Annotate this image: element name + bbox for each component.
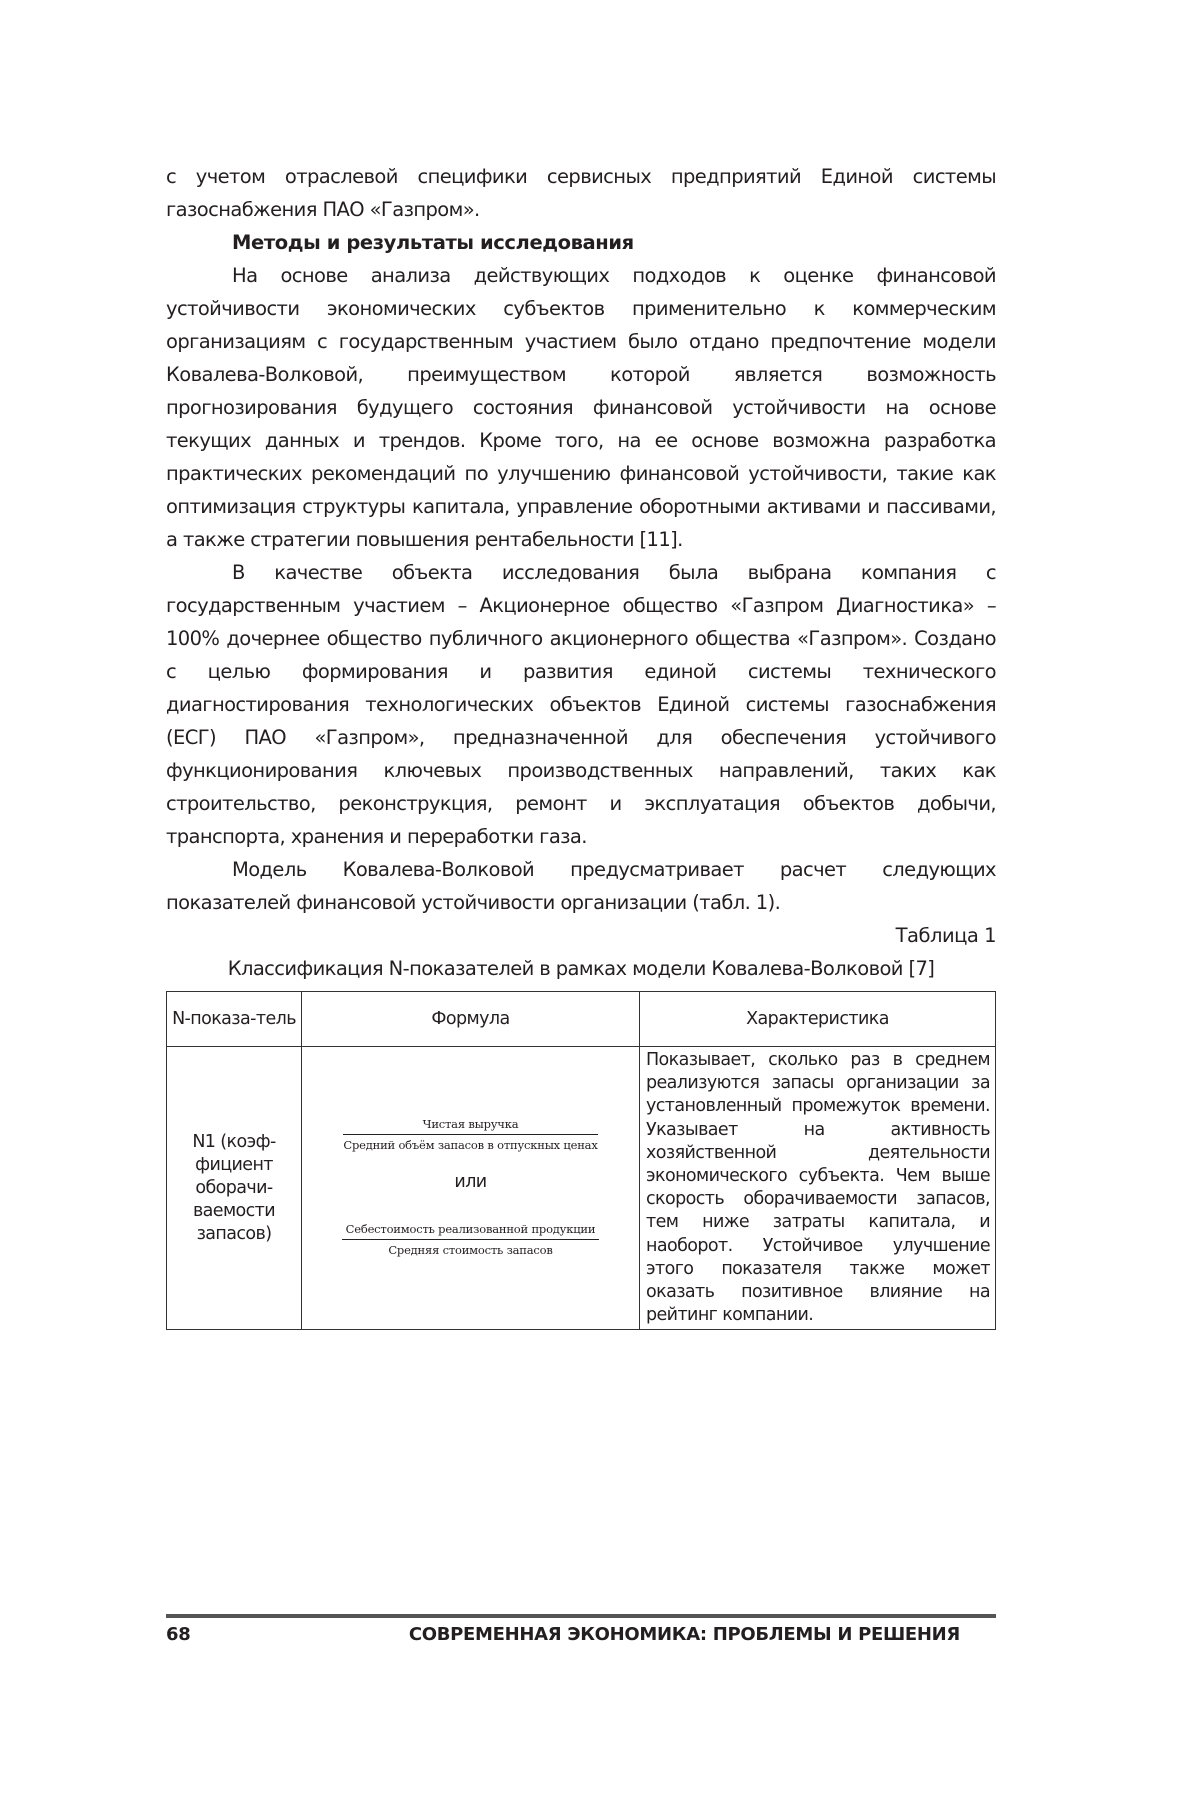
header-indicator: N-показа-тель bbox=[167, 992, 302, 1047]
table-caption: Классификация N-показателей в рамках модели Ковалева-Волковой [7] bbox=[166, 952, 996, 985]
page-body bbox=[166, 160, 996, 1330]
journal-title: СОВРЕМЕННАЯ ЭКОНОМИКА: ПРОБЛЕМЫ И РЕШЕНИЯ bbox=[409, 1624, 996, 1645]
page-footer bbox=[166, 1614, 996, 1645]
formula-2-numerator: Себестоимость реализованной продукции bbox=[342, 1222, 600, 1240]
page-number: 68 bbox=[166, 1624, 190, 1645]
section-heading: Методы и результаты исследования bbox=[166, 226, 996, 259]
paragraph: В качестве объекта исследования была выбрана компания с государственным участием – Акционерное общество «Газпром Диагностика» – 100% дочернее общество публичного акционерного общества «Газпром». Создано с целью формирования и развития единой системы технического диагностирования технологических объектов Единой системы газоснабжения (ЕСГ) ПАО «Газпром», предназначенной для обеспечения устойчивого функционирования ключевых производственных направлений, таких как строительство, реконструкция, ремонт и эксплуатация объектов добычи, транспорта, хранения и переработки газа. bbox=[166, 556, 996, 853]
classification-table bbox=[166, 991, 996, 1330]
description-cell: Показывает, сколько раз в среднем реализуются запасы организации за установленный промежуток времени. Указывает на активность хозяйственной деятельности экономического субъекта. Чем выше скорость оборачиваемости запасов, тем ниже затраты капитала, и наоборот. Устойчивое улучшение этого показателя также может оказать позитивное влияние на рейтинг компании. bbox=[640, 1047, 996, 1330]
formula-2-denominator: Средняя стоимость запасов bbox=[342, 1240, 600, 1257]
table-row bbox=[167, 1047, 996, 1330]
formula-1 bbox=[343, 1117, 597, 1152]
table-header-row bbox=[167, 992, 996, 1047]
formula-or: или bbox=[303, 1172, 638, 1192]
paragraph: На основе анализа действующих подходов к оценке финансовой устойчивости экономических субъектов применительно к коммерческим организациям с государственным участием было отдано предпочтение модели Ковалева-Волковой, преимуществом которой является возможность прогнозирования будущего состояния финансовой устойчивости на основе текущих данных и трендов. Кроме того, на ее основе возможна разработка практических рекомендаций по улучшению финансовой устойчивости, такие как оптимизация структуры капитала, управление оборотными активами и пассивами, а также стратегии повышения рентабельности [11]. bbox=[166, 259, 996, 556]
header-description: Характеристика bbox=[640, 992, 996, 1047]
header-formula: Формула bbox=[302, 992, 640, 1047]
formula-1-numerator: Чистая выручка bbox=[343, 1117, 597, 1135]
formula-2 bbox=[342, 1222, 600, 1257]
formula-cell bbox=[302, 1047, 640, 1330]
indicator-cell: N1 (коэф-фициент оборачи-ваемости запасов) bbox=[167, 1047, 302, 1330]
formula-1-denominator: Средний объём запасов в отпускных ценах bbox=[343, 1135, 597, 1152]
table-label: Таблица 1 bbox=[166, 919, 996, 952]
paragraph: с учетом отраслевой специфики сервисных предприятий Единой системы газоснабжения ПАО «Газпром». bbox=[166, 160, 996, 226]
paragraph: Модель Ковалева-Волковой предусматривает расчет следующих показателей финансовой устойчивости организации (табл. 1). bbox=[166, 853, 996, 919]
